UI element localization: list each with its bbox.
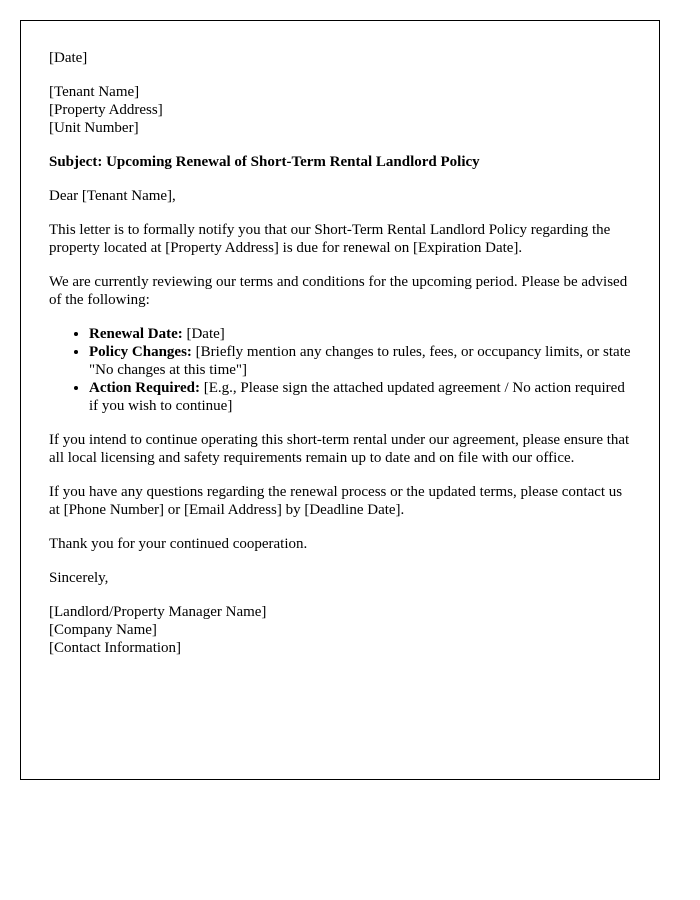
- list-item: [89, 325, 631, 343]
- letter-subject: Subject: Upcoming Renewal of Short-Term Rental Landlord Policy: [49, 154, 480, 170]
- letter-date: [Date]: [49, 50, 88, 66]
- paragraph-notice: This letter is to formally notify you that our Short-Term Rental Landlord Policy regarding the property located at [Property Address] is due for renewal on [Expiration Date].: [49, 222, 611, 256]
- letter-page: [20, 20, 660, 780]
- list-item-label: Policy Changes:: [89, 344, 192, 360]
- recipient-address: [Property Address]: [49, 102, 163, 118]
- list-item-text: [Briefly mention any changes to rules, fees, or occupancy limits, or state "No changes at this time"]: [89, 344, 631, 378]
- list-item-text: [Date]: [182, 326, 225, 342]
- recipient-name: [Tenant Name]: [49, 84, 140, 100]
- paragraph-licensing: If you intend to continue operating this short-term rental under our agreement, please ensure that all local licensing and safety requirements remain up to date and on file with our office.: [49, 432, 630, 466]
- sender-company: [Company Name]: [49, 622, 157, 638]
- list-item: [89, 379, 631, 415]
- letter-greeting: Dear [Tenant Name],: [49, 188, 176, 204]
- details-list: [49, 325, 631, 415]
- list-item-text: [E.g., Please sign the attached updated agreement / No action required if you wish to continue]: [89, 380, 625, 414]
- sender-block: [49, 603, 631, 657]
- paragraph-thanks: Thank you for your continued cooperation.: [49, 536, 308, 552]
- list-item-label: Action Required:: [89, 380, 200, 396]
- sender-contact: [Contact Information]: [49, 640, 182, 656]
- paragraph-contact: If you have any questions regarding the renewal process or the updated terms, please contact us at [Phone Number] or [Email Address] by [Deadline Date].: [49, 484, 623, 518]
- list-item-label: Renewal Date:: [89, 326, 183, 342]
- paragraph-review: We are currently reviewing our terms and conditions for the upcoming period. Please be advised of the following:: [49, 274, 628, 308]
- recipient-unit: [Unit Number]: [49, 120, 139, 136]
- letter-closing: Sincerely,: [49, 570, 109, 586]
- recipient-block: [49, 83, 631, 137]
- sender-name: [Landlord/Property Manager Name]: [49, 604, 267, 620]
- list-item: [89, 343, 631, 379]
